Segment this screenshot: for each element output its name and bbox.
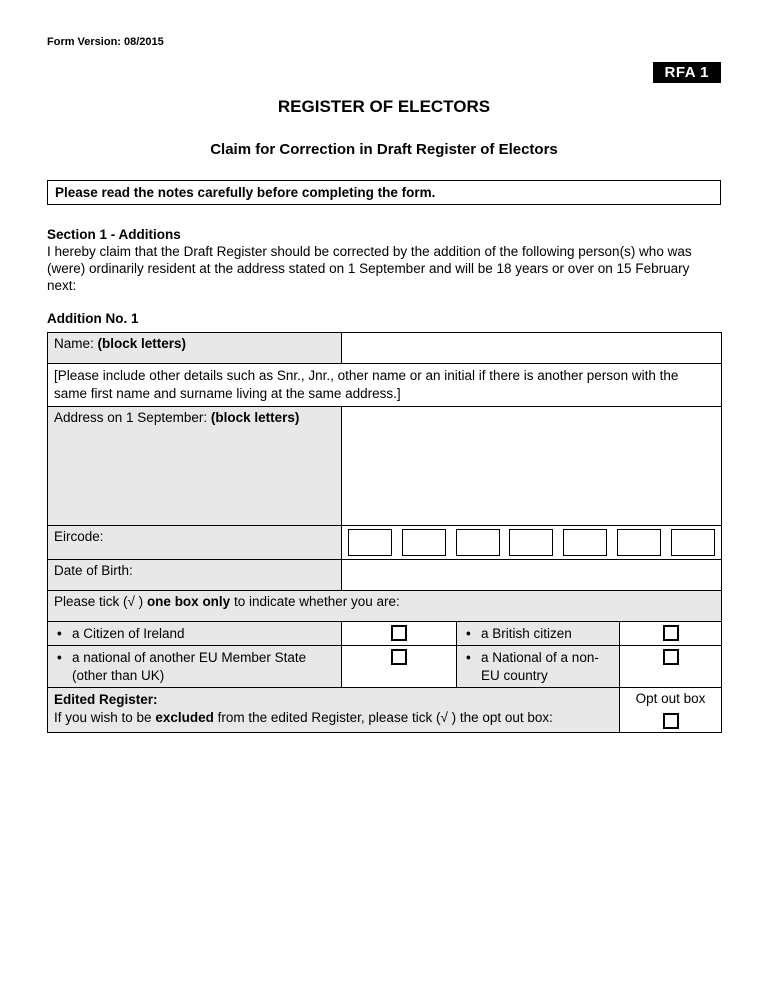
eircode-row	[48, 525, 722, 559]
edited-register-cell	[48, 688, 620, 733]
name-label: Name: (block letters)	[48, 333, 342, 364]
eircode-box[interactable]	[348, 529, 392, 556]
eircode-box[interactable]	[563, 529, 607, 556]
bullet-icon	[463, 649, 481, 684]
british-citizen-checkbox-cell	[620, 621, 722, 646]
bullet-icon	[54, 649, 72, 684]
page-title: REGISTER OF ELECTORS	[277, 97, 491, 116]
eircode-box[interactable]	[456, 529, 500, 556]
option-british-citizen	[457, 621, 620, 646]
eircode-box[interactable]	[509, 529, 553, 556]
section1-heading: Section 1 - Additions	[47, 227, 181, 242]
address-field[interactable]	[342, 406, 722, 525]
name-note: [Please include other details such as Snr., Jnr., other name or an initial if there is another person with the same first name and surname living at the same address.]	[48, 364, 722, 406]
eircode-field	[342, 525, 722, 559]
eircode-box[interactable]	[402, 529, 446, 556]
opt-out-checkbox[interactable]	[663, 713, 679, 729]
option-label: a National of a non-EU country	[481, 650, 599, 683]
eircode-boxes	[348, 529, 715, 556]
address-label: Address on 1 September: (block letters)	[48, 406, 342, 525]
dob-field[interactable]	[342, 559, 722, 590]
address-hint: (block letters)	[210, 409, 300, 425]
edited-register-heading: Edited Register:	[54, 692, 158, 708]
bullet-icon	[463, 625, 481, 643]
name-field[interactable]	[342, 333, 722, 364]
dob-row	[48, 559, 722, 590]
badge-row	[47, 62, 721, 83]
page-subtitle: Claim for Correction in Draft Register of Electors	[210, 141, 558, 158]
addition-form-table	[47, 332, 722, 733]
edited-register-body: If you wish to be excluded from the edited Register, please tick (√ ) the opt out box:	[54, 709, 553, 725]
eu-member-state-checkbox[interactable]	[391, 649, 407, 665]
non-eu-country-checkbox-cell	[620, 646, 722, 688]
opt-out-cell	[620, 688, 722, 733]
name-row	[48, 333, 722, 364]
option-citizen-of-ireland	[48, 621, 342, 646]
option-eu-member-state	[48, 646, 342, 688]
option-label: a national of another EU Member State (other than UK)	[72, 650, 307, 683]
tick-instruction-row	[48, 590, 722, 621]
citizen-of-ireland-checkbox[interactable]	[391, 625, 407, 641]
eircode-box[interactable]	[617, 529, 661, 556]
citizen-of-ireland-checkbox-cell	[342, 621, 457, 646]
notice-box: Please read the notes carefully before completing the form.	[47, 180, 721, 205]
bullet-icon	[54, 625, 72, 643]
british-citizen-checkbox[interactable]	[663, 625, 679, 641]
addition-heading: Addition No. 1	[47, 311, 139, 327]
eu-member-state-checkbox-cell	[342, 646, 457, 688]
dob-label: Date of Birth:	[48, 559, 342, 590]
form-content	[47, 0, 721, 733]
eircode-box[interactable]	[671, 529, 715, 556]
tick-instruction: Please tick (√ ) one box only to indicate whether you are:	[48, 590, 722, 621]
name-note-row	[48, 364, 722, 406]
section1-intro: I hereby claim that the Draft Register should be corrected by the addition of the following person(s) who was (were) ordinarily resident at the address stated on 1 September and will be 18 years or over on 15 February next:	[47, 244, 692, 294]
form-code-badge: RFA 1	[653, 62, 721, 83]
opt-out-label: Opt out box	[635, 691, 706, 707]
eircode-label: Eircode:	[48, 525, 342, 559]
option-non-eu-country	[457, 646, 620, 688]
edited-register-row	[48, 688, 722, 733]
citizenship-row-1	[48, 621, 722, 646]
citizenship-row-2	[48, 646, 722, 688]
option-label: a British citizen	[481, 625, 572, 641]
address-row	[48, 406, 722, 525]
non-eu-country-checkbox[interactable]	[663, 649, 679, 665]
option-label: a Citizen of Ireland	[72, 625, 185, 641]
name-hint: (block letters)	[97, 336, 187, 352]
form-version: Form Version: 08/2015	[47, 36, 164, 48]
